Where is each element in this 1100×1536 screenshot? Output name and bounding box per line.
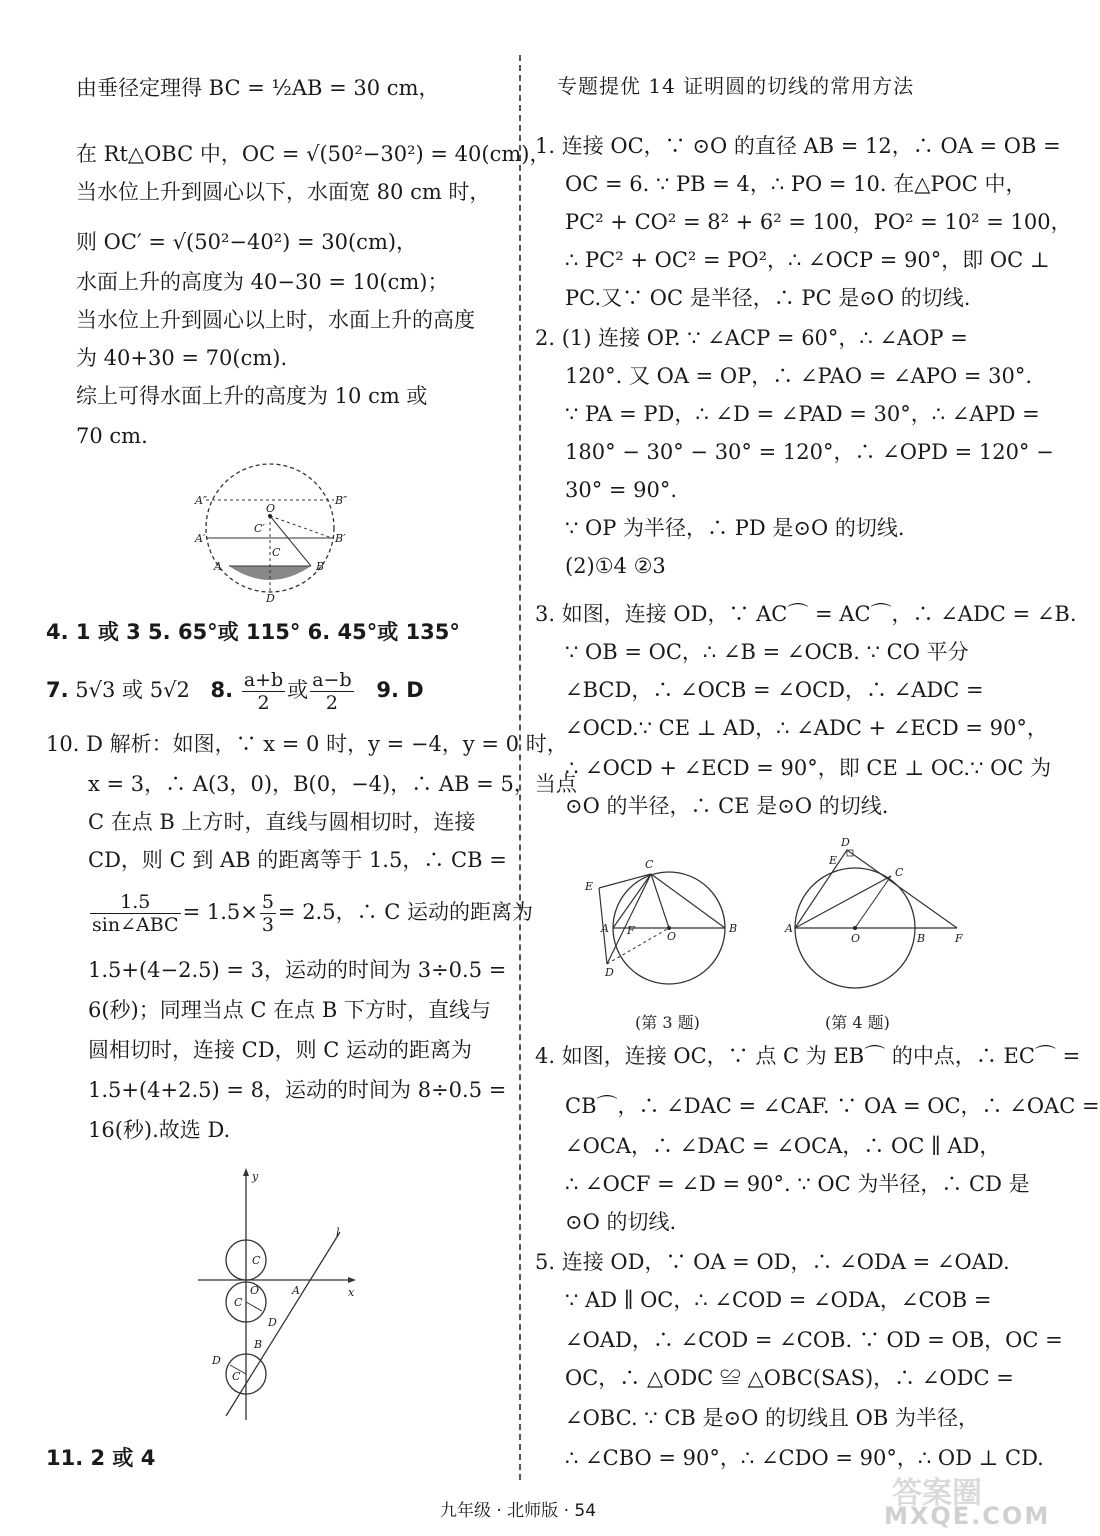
section-title: 专题提优 14 证明圆的切线的常用方法	[557, 74, 915, 98]
fig-label: l	[336, 1226, 340, 1239]
q2-line: ∵ PA = PD，∴ ∠D = ∠PAD = 30°，∴ ∠APD =	[565, 402, 1040, 426]
q3-line: ∠BCD，∴ ∠OCB = ∠OCD，∴ ∠ADC =	[565, 678, 984, 702]
q5-line: ∴ ∠CBO = 90°，∴ ∠CDO = 90°，∴ OD ⊥ CD.	[565, 1446, 1044, 1470]
fig-label: B	[254, 1338, 263, 1351]
q4-line: ⊙O 的切线.	[565, 1210, 677, 1234]
fraction: $\frac{5}{3}$	[261, 891, 274, 936]
q2-line: ∵ OP 为半径，∴ PD 是⊙O 的切线.	[565, 516, 905, 540]
q1-line: PC² + CO² = 8² + 6² = 100，PO² = 10² = 100，	[565, 210, 1072, 234]
fig-label: C	[232, 1370, 241, 1383]
q5-line: ∠OBC. ∵ CB 是⊙O 的切线且 OB 为半径，	[565, 1406, 980, 1430]
text-line: 70 cm.	[76, 424, 148, 448]
q3-line: ⊙O 的半径，∴ CE 是⊙O 的切线.	[565, 794, 889, 818]
answer-4-6: 4. 1 或 3 5. 65°或 115° 6. 45°或 135°	[46, 620, 460, 644]
coordinate-figure	[196, 1166, 366, 1424]
answer-7-value: 5√3 或 5√2	[75, 678, 190, 702]
q2-line: 2. (1) 连接 OP. ∵ ∠ACP = 60°，∴ ∠AOP =	[535, 326, 968, 350]
text-line: 当水位上升到圆心以下，水面宽 80 cm 时，	[76, 180, 491, 204]
fig-label: E	[585, 880, 594, 893]
answer-7-9: 7. 5√3 或 5√2 8. $\frac{a+b}{2}$ 或 $\frac{a-b}{2}$ 9. D	[46, 669, 424, 714]
figure-4-caption: (第 4 题)	[825, 1013, 890, 1032]
q10-line: 圆相切时，连接 CD，则 C 运动的距离为	[88, 1038, 472, 1062]
text-line: 综上可得水面上升的高度为 10 cm 或	[76, 384, 428, 408]
fig-label: O	[851, 932, 861, 945]
q4-line: ∴ ∠OCF = ∠D = 90°. ∵ OC 为半径，∴ CD 是	[565, 1172, 1030, 1196]
fig-label: B	[316, 560, 325, 573]
q10-line: x = 3，∴ A(3，0)，B(0，−4)，∴ AB = 5，当点	[88, 772, 577, 796]
fig-label: O	[250, 1284, 260, 1297]
q4-line: 4. 如图，连接 OC，∵ 点 C 为 EB⌒ 的中点，∴ EC⌒ =	[535, 1044, 1081, 1068]
fig-label: x	[348, 1286, 355, 1299]
q10-line: CD，则 C 到 AB 的距离等于 1.5，∴ CB =	[88, 848, 507, 872]
fig-label: D	[266, 592, 275, 605]
fig-label: C′	[254, 522, 265, 535]
fig-label: C	[252, 1254, 261, 1267]
q3-line: ∵ OB = OC，∴ ∠B = ∠OCB. ∵ CO 平分	[565, 640, 969, 664]
q5-line: ∵ AD ∥ OC，∴ ∠COD = ∠ODA，∠COB =	[565, 1288, 992, 1312]
q3-line: 3. 如图，连接 OD，∵ AC⌒ = AC⌒，∴ ∠ADC = ∠B.	[535, 602, 1077, 626]
fig-label: A′	[195, 532, 206, 545]
fraction: $\frac{1.5}{\text{sin∠ABC}}$	[92, 891, 179, 936]
q10-line: 10. D 解析：如图，∵ x = 0 时，y = −4，y = 0 时，	[46, 732, 568, 756]
fig-label: O	[266, 502, 276, 515]
fraction: $\frac{a+b}{2}$	[243, 669, 284, 714]
q4-line: ∠OCA，∴ ∠DAC = ∠OCA，∴ OC ∥ AD，	[565, 1134, 1001, 1158]
fig-label: A	[601, 922, 609, 935]
q5-line: 5. 连接 OD，∵ OA = OD，∴ ∠ODA = ∠OAD.	[535, 1250, 1010, 1274]
q10-line: C 在点 B 上方时，直线与圆相切时，连接	[88, 810, 476, 834]
text-line: 当水位上升到圆心以上时，水面上升的高度	[76, 308, 475, 332]
q5-line: ∠OAD，∴ ∠COD = ∠COB. ∵ OD = OB，OC =	[565, 1328, 1063, 1352]
fig-label: A	[214, 560, 222, 573]
page-footer: 九年级 · 北师版 · 54	[439, 1501, 597, 1521]
q2-line: 180° − 30° − 30° = 120°，∴ ∠OPD = 120° −	[565, 440, 1054, 464]
figure-3	[577, 834, 777, 1040]
fig-label: B′	[335, 532, 346, 545]
text-line: 水面上升的高度为 40−30 = 10(cm)；	[76, 270, 449, 294]
fig-label: B″	[335, 494, 348, 507]
fig-label: B	[917, 932, 926, 945]
q1-line: 1. 连接 OC，∵ ⊙O 的直径 AB = 12，∴ OA = OB =	[535, 134, 1061, 158]
fig-label: C	[234, 1296, 243, 1309]
answer-8-num: 8.	[210, 678, 234, 702]
figure-3-caption: (第 3 题)	[635, 1013, 700, 1032]
q3-line: ∠OCD.∵ CE ⊥ AD，∴ ∠ADC + ∠ECD = 90°，	[565, 716, 1048, 740]
water-circle-figure	[192, 456, 352, 606]
fig-label: D	[841, 836, 850, 849]
fig-label: C	[272, 546, 281, 559]
q4-line: CB⌒，∴ ∠DAC = ∠CAF. ∵ OA = OC，∴ ∠OAC =	[565, 1094, 1100, 1118]
fig-label: A″	[195, 494, 208, 507]
q2-line: 120°. 又 OA = OP，∴ ∠PAO = ∠APO = 30°.	[565, 364, 1033, 388]
q10-line: 1.5+(4−2.5) = 3，运动的时间为 3÷0.5 =	[88, 958, 507, 982]
fig-label: D	[605, 966, 614, 979]
fig-label: C	[895, 866, 904, 879]
watermark-text: 答案圈	[892, 1476, 982, 1511]
q10-line: 1.5+(4+2.5) = 8，运动的时间为 8÷0.5 =	[88, 1078, 507, 1102]
q2-line: 30° = 90°.	[565, 478, 678, 502]
q10-line: 16(秒).故选 D.	[88, 1118, 231, 1142]
answer-11: 11. 2 或 4	[46, 1446, 156, 1470]
column-divider	[519, 55, 521, 1480]
fig-label: F	[955, 932, 963, 945]
fig-label: C	[645, 858, 654, 871]
fig-label: A	[292, 1284, 300, 1297]
fig-label: O	[667, 930, 677, 943]
text-line: 则 OC′ = √(50²−40²) = 30(cm)，	[76, 230, 418, 254]
answer-7-num: 7.	[46, 678, 69, 702]
q1-line: OC = 6. ∵ PB = 4，∴ PO = 10. 在△POC 中，	[565, 172, 1027, 196]
fig-label: E	[829, 854, 838, 867]
fig-label: D	[212, 1354, 221, 1367]
fig-label: y	[252, 1170, 259, 1183]
fig-label: B	[729, 922, 738, 935]
fig-label: F	[627, 924, 635, 937]
fraction: $\frac{a-b}{2}$	[312, 669, 352, 714]
q10-fraction-line: $\frac{1.5}{\text{sin∠ABC}}$ = 1.5× $\frac{5}{3}$ = 2.5，∴ C 运动的距离为	[92, 891, 534, 936]
watermark-logo	[874, 1468, 1051, 1530]
text-line: 为 40+30 = 70(cm).	[76, 346, 288, 370]
text-line: 在 Rt△OBC 中，OC = √(50²−30²) = 40(cm)，	[76, 142, 551, 166]
watermark-text: MXQE.COM	[884, 1502, 1051, 1530]
q2-line: (2)①4 ②3	[565, 554, 666, 578]
q1-line: PC.又∵ OC 是半径，∴ PC 是⊙O 的切线.	[565, 286, 971, 310]
fig-label: D	[268, 1316, 277, 1329]
q1-line: ∴ PC² + OC² = PO²，∴ ∠OCP = 90°，即 OC ⊥	[565, 248, 1050, 272]
answer-9: 9. D	[376, 678, 424, 702]
q10-line: 6(秒)；同理当点 C 在点 B 下方时，直线与	[88, 998, 491, 1022]
q5-line: OC，∴ △ODC ≌ △OBC(SAS)，∴ ∠ODC =	[565, 1366, 1014, 1390]
text-line: 由垂径定理得 BC = ½AB = 30 cm，	[76, 76, 440, 100]
fig-label: A	[785, 922, 793, 935]
figure-4	[777, 834, 977, 1040]
q3-line: ∴ ∠OCD + ∠ECD = 90°，即 CE ⊥ OC.∵ OC 为	[565, 756, 1052, 780]
